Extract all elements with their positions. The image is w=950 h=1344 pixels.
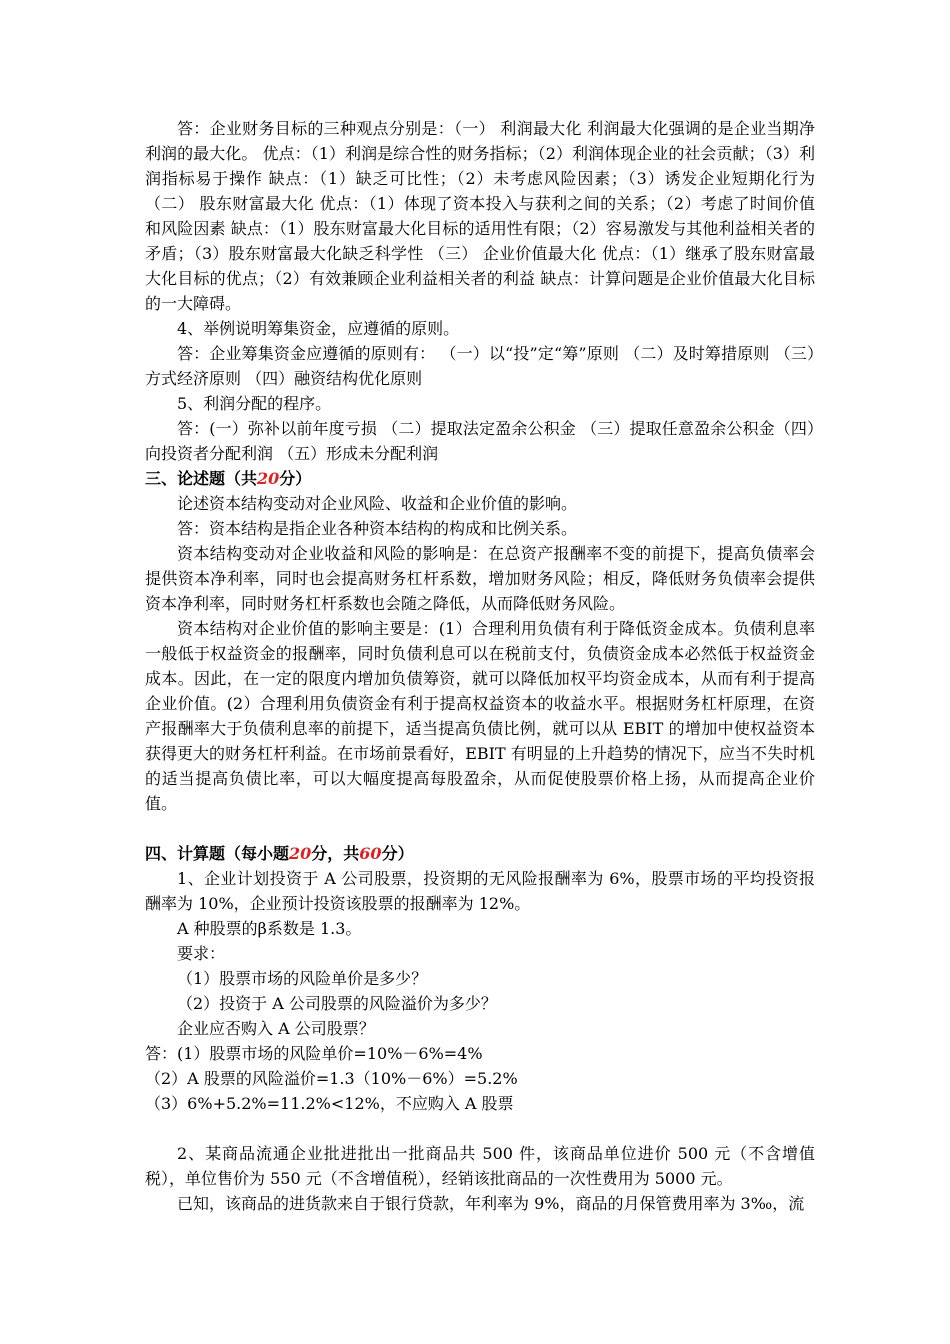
calc-question-1-req-3: 企业应否购入 A 公司股票？ — [177, 1019, 375, 1038]
spacer — [145, 816, 815, 841]
section-4-score-total: 60 — [359, 844, 382, 863]
essay-answer-1: 答：资本结构是指企业各种资本结构的构成和比例关系。 — [177, 519, 578, 538]
section-3-heading — [145, 466, 815, 491]
question-5: 5、利润分配的程序。 — [177, 394, 332, 413]
section-3-suffix: 分） — [279, 469, 312, 488]
answer-5: 答：(一）弥补以前年度亏损 （二）提取法定盈余公积金 （三）提取任意盈余公积金（四）向投资者分配利润 （五）形成未分配利润 — [145, 419, 815, 463]
question-4: 4、举例说明筹集资金，应遵循的原则。 — [177, 319, 460, 338]
essay-answer-3: 资本结构对企业价值的影响主要是：(1）合理利用负债有利于降低资金成本。负债利息率一般低于权益资金的报酬率，同时负债利息可以在税前支付，负债资金成本必然低于权益资金成本。因此，在一定的限度内增加负债筹资，就可以降低加权平均资金成本，从而有利于提高企业价值。(2）合理利用负债资金有利于提高权益资本的收益水平。根据财务杠杆原理，在资产报酬率大于负债利息率的前提下，适当提高负债比例，就可以从 EBIT 的增加中使权益资本获得更大的财务杠杆利益。在市场前景看好，EBIT 有明显的上升趋势的情况下，应当不失时机的适当提高负债比率，可以大幅度提高每股盈余，从而促使股票价格上扬，从而提高企业价值。 — [145, 619, 815, 813]
spacer — [145, 1116, 815, 1141]
essay-answer-2: 资本结构变动对企业收益和风险的影响是：在总资产报酬率不变的前提下，提高负债率会提供资本净利率，同时也会提高财务杠杆系数，增加财务风险；相反，降低财务负债率会提供资本净利率，同时财务杠杆系数也会随之降低，从而降低财务风险。 — [145, 544, 815, 613]
section-4-heading — [145, 841, 815, 866]
calc-question-1-req-1: （1）股票市场的风险单价是多少？ — [177, 969, 428, 988]
essay-question: 论述资本结构变动对企业风险、收益和企业价值的影响。 — [177, 494, 578, 513]
section-4-score-each: 20 — [289, 844, 312, 863]
section-3-prefix: 三、论述题（共 — [145, 469, 258, 488]
answer-paragraph-financial-goals: 答：企业财务目标的三种观点分别是：（一） 利润最大化 利润最大化强调的是企业当期净利润的最大化。 优点：（1）利润是综合性的财务指标；（2）利润体现企业的社会贡献；（3）利润指标易于操作 缺点：（1）缺乏可比性；（2）未考虑风险因素；（3）诱发企业短期化行为 （二） 股东财富最大化 优点：（1）体现了资本投入与获利之间的关系；（2）考虑了时间价值和风险因素 缺点：（1）股东财富最大化目标的适用性有限；（2）容易激发与其他利益相关者的矛盾；（3）股东财富最大化缺乏科学性 （三） 企业价值最大化 优点：（1）继承了股东财富最大化目标的优点；（2）有效兼顾企业利益相关者的利益 缺点：计算问题是企业价值最大化目标的一大障碍。 — [145, 119, 815, 313]
calc-answer-1-line-1: 答：(1）股票市场的风险单价=10%－6%=4% — [145, 1044, 483, 1063]
calc-question-1-req-2: （2）投资于 A 公司股票的风险溢价为多少？ — [177, 994, 497, 1013]
section-4-suffix: 分） — [381, 844, 414, 863]
section-3-score: 20 — [257, 469, 280, 488]
calc-question-1-requirement: 要求： — [177, 944, 226, 963]
section-4-mid: 分，共 — [311, 844, 360, 863]
calc-question-2-given: 已知，该商品的进货款来自于银行贷款，年利率为 9%，商品的月保管费用率为 3‰，流 — [177, 1194, 805, 1213]
calc-answer-1-line-2: （2）A 股票的风险溢价=1.3（10%－6%）=5.2% — [145, 1069, 518, 1088]
calc-question-1-beta: A 种股票的β系数是 1.3。 — [177, 919, 362, 938]
document-page — [145, 116, 815, 1216]
calc-answer-1-line-3: （3）6%+5.2%=11.2%<12%，不应购入 A 股票 — [145, 1094, 514, 1113]
section-4-prefix: 四、计算题（每小题 — [145, 844, 290, 863]
answer-4: 答：企业筹集资金应遵循的原则有： （一）以“投”定“筹”原则 （二）及时筹措原则 （三）方式经济原则 （四）融资结构优化原则 — [145, 344, 815, 388]
calc-question-2: 2、某商品流通企业批进批出一批商品共 500 件，该商品单位进价 500 元（不含增值税），单位售价为 550 元（不含增值税），经销该批商品的一次性费用为 5000 元。 — [145, 1144, 815, 1188]
calc-question-1: 1、企业计划投资于 A 公司股票，投资期的无风险报酬率为 6%，股票市场的平均投资报酬率为 10%，企业预计投资该股票的报酬率为 12%。 — [145, 869, 815, 913]
